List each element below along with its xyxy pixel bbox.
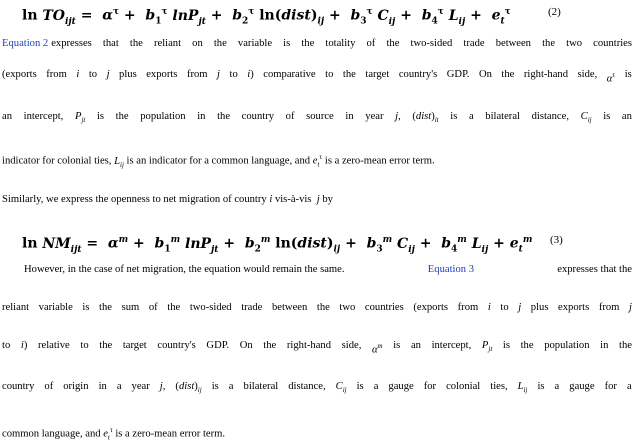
similarly-line: Similarly, we express the openness to net migration of country i vis-à-vis j by xyxy=(2,194,333,205)
equation-3-formula: $\ln NM_{ijt} = \alpha^m + b_1^m$ $\ln P_{jt} + b_2^m$ $\ln(dist)_{ij} + b_3^m$ $C_{ij} + b_4^m$ $L_{ij} + e_t^m$ xyxy=(22,235,533,255)
equation-3-number: (3) xyxy=(550,234,563,246)
paragraph-2-line-1: However, in the case of net migration, the equation would remain the same. Equation 3 expresses that the xyxy=(24,261,632,279)
paragraph-1-line-2: (exports from i to j plus exports from j to i) comparative to the target country's GDP. On the right-hand side, $\alpha^\tau$ is xyxy=(2,69,632,85)
equation-2-link[interactable]: Equation 2 xyxy=(2,38,49,49)
equation-2-formula: $\ln TO_{ijt} = \alpha^\tau + b_1^\tau$ $\ln P_{jt} + b_2^\tau$ $\ln(dist)_{ij} + b_3^\tau$ $C_{ij} + b_4^\tau$ $L_{ij} + e_t^\tau$ xyxy=(22,7,511,27)
paragraph-2-line-5: common language, and $e_t^\tau$ is a zero-mean error term. xyxy=(2,426,226,442)
paragraph-2-line-3: to i) relative to the target country's GDP. On the right-hand side, $\alpha^m$ is an intercept, $P_{jt}$ is the population in the xyxy=(2,340,632,356)
equation-3 xyxy=(0,229,635,255)
equation-2-number: (2) xyxy=(548,6,561,18)
equation-3-link[interactable]: Equation 3 xyxy=(427,264,474,275)
paragraph-1-line-3: an intercept, $P_{jt}$ is the population in the country of source in year j, $(dist)_{it}$ is a bilateral distance, $C_{ij}$ is an xyxy=(2,111,632,125)
paragraph-2-line-4: country of origin in a year j, $(dist)_{ij}$ is a bilateral distance, $C_{ij}$ is a gauge for colonial ties, $L_{ij}$ is a gauge for a xyxy=(2,381,632,395)
paragraph-1-line-4: indicator for colonial ties, $L_{ij}$ is an indicator for a common language, and $e_t^\tau$ is a zero-mean error term. xyxy=(2,153,435,169)
equation-2 xyxy=(0,1,635,27)
paragraph-1-line-1: Equation 2 expresses that the reliant on the variable is the totality of the two-sided trade between the two countries xyxy=(2,35,632,53)
paragraph-2-line-2: reliant variable is the sum of the two-sided trade between the two countries (exports from i to j plus exports from j xyxy=(2,302,632,313)
